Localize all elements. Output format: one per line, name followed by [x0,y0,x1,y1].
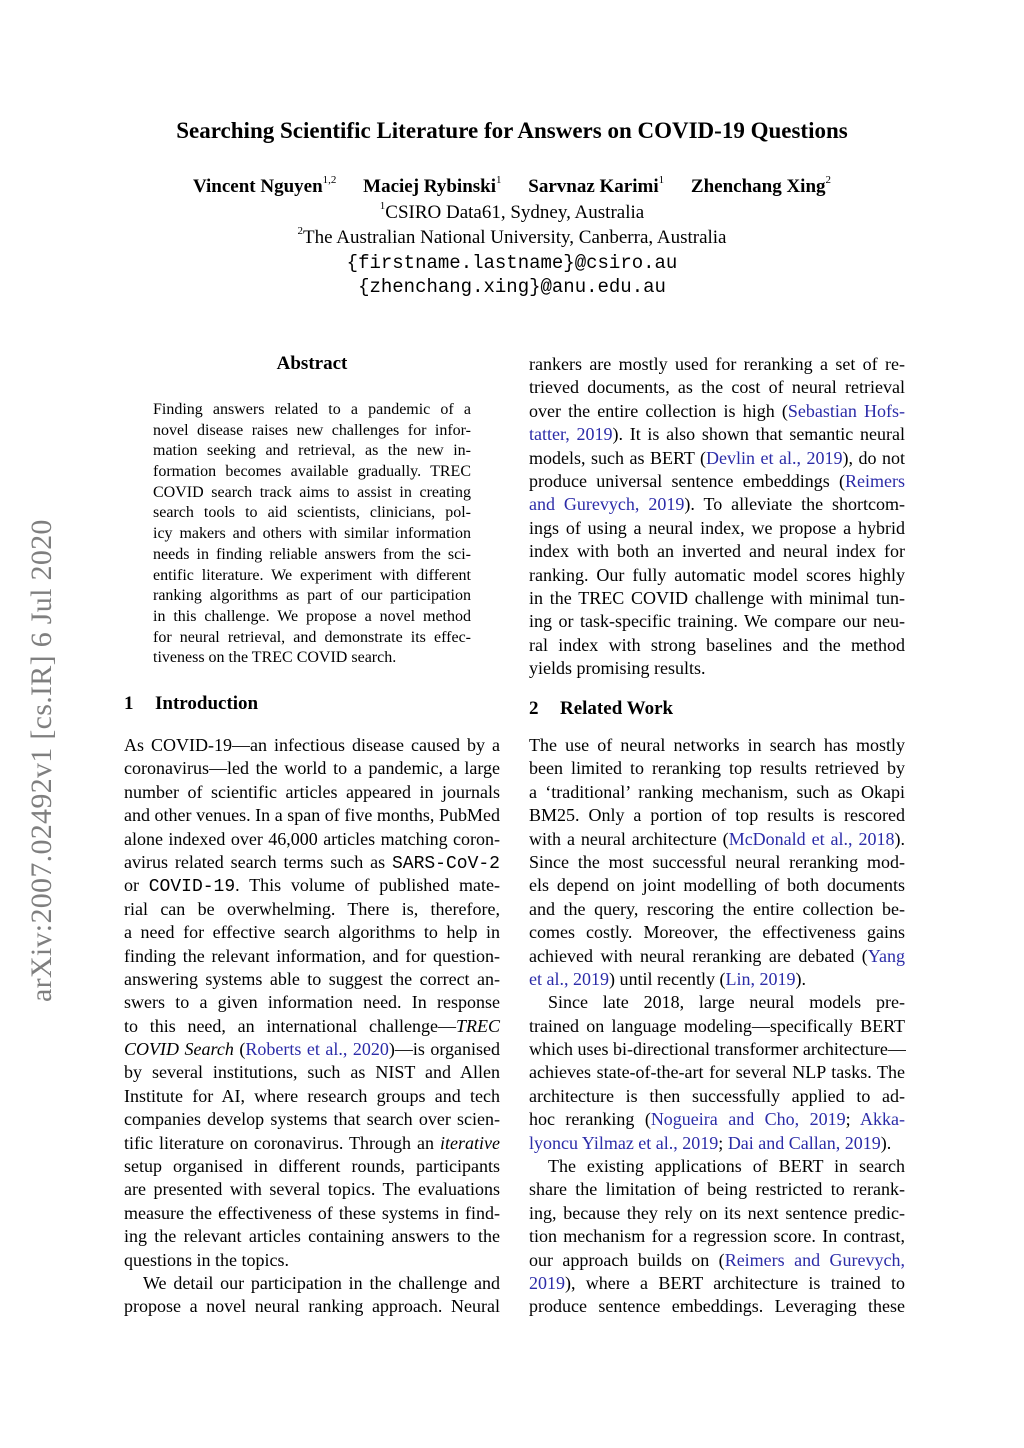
affiliation: $^1$CSIRO Data61, Sydney, Australia [379,200,645,223]
text-line: a need for effective search algorithms to help in [124,922,500,943]
citation-link[interactable]: lyoncu Yilmaz et al., 2019 [529,1132,719,1153]
text-line: ing the relevant articles containing answers to the [124,1226,500,1247]
text-line: index with both an inverted and neural index for [529,541,905,562]
text-line: in the TREC COVID challenge with minimal tun- [529,587,905,608]
text-line: The use of neural networks in search has mostly [529,735,905,755]
abstract-line: in this challenge. We propose a novel method [153,607,471,625]
text-line: produce universal sentence embeddings (Reimers [529,470,905,491]
text-line: been limited to reranking top results retrieved by [529,758,905,779]
text-line: lyoncu Yilmaz et al., 2019; Dai and Callan, 2019). [529,1132,892,1153]
text-line: and the query, rescoring the entire collection be- [529,898,905,919]
text-line: els depend on joint modelling of both documents [529,875,905,896]
abstract-line: search tools to aid scientists, clinicians, pol- [153,504,471,522]
text-line: and Gurevych, 2019). To alleviate the shortcom- [529,494,905,515]
text-line: ral index with strong baselines and the method [529,634,905,655]
citation-link[interactable]: tatter, 2019 [529,424,613,445]
author: Sarvnaz Karimi$^1$ [528,174,665,197]
text-line: ing or task-specific training. We compare our neu- [529,611,905,632]
email-address: {zhenchang.xing}@anu.edu.au [358,276,666,298]
text-line: trained on language modeling—specifically BERT [529,1015,905,1036]
text-line: by several institutions, such as NIST and Allen [124,1062,500,1083]
text-line: et al., 2019) until recently (Lin, 2019). [529,968,806,989]
text-line: As COVID-19—an infectious disease caused by a [124,735,500,755]
text-line: questions in the topics. [124,1249,289,1270]
text-line: Institute for AI, where research groups and tech [124,1085,500,1106]
author: Zhenchang Xing$^2$ [690,174,832,197]
inline-code: SARS-CoV-2 [391,853,500,874]
text-line: tatter, 2019). It is also shown that semantic neural [529,424,905,445]
text-line: Since late 2018, large neural models pre- [548,992,905,1013]
abstract-line: Finding answers related to a pandemic of a [153,401,471,418]
citation-link[interactable]: Dai and Callan, 2019 [727,1132,881,1153]
citation-link[interactable]: McDonald et al., 2018 [728,828,895,849]
related-work-body [529,734,905,1319]
introduction-continued [529,353,905,680]
text-line: ing, because they rely on its next sentence predic- [529,1202,905,1223]
text-line: a ‘traditional’ ranking mechanism, such as Okapi [529,781,905,802]
email-address: {firstname.lastname}@csiro.au [346,252,678,274]
abstract-line: COVID search track aims to assist in creating [153,483,471,501]
text-line: finding the relevant information, and for question- [124,945,500,966]
text-line: alone indexed over 46,000 articles matching coron- [124,828,500,849]
text-line: achieved with neural reranking are debated (Yang [529,945,905,966]
citation-link[interactable]: 2019 [529,1272,565,1293]
text-line: comes costly. Moreover, the effectiveness gains [529,922,905,943]
text-line: rankers are mostly used for reranking a set of re- [529,354,905,374]
section-heading-introduction: 1 Introduction [124,693,259,714]
text-line: our approach builds on (Reimers and Gurevych, [529,1249,905,1270]
text-line: or COVID-19. This volume of published mate- [124,875,501,898]
abstract-line: entific literature. We experiment with different [153,566,471,584]
text-line: hoc reranking (Nogueira and Cho, 2019; Akka- [529,1109,905,1130]
text-line: are presented with several topics. The evaluations [124,1179,500,1200]
text-line: and other venues. In a span of five months, PubMed [124,805,500,826]
text-line: answering systems able to suggest the correct an- [124,968,500,989]
text-line: models, such as BERT (Devlin et al., 2019), do not [529,447,905,468]
citation-link[interactable]: Reimers [845,470,905,491]
abstract-line: formation becomes available gradually. TREC [153,463,471,481]
text-line: share the limitation of being restricted to rerank- [529,1179,905,1200]
text-line: ings of using a neural index, we propose a hybrid [529,517,905,538]
inline-code: COVID-19 [148,877,236,898]
text-line: coronavirus—led the world to a pandemic, a large [124,758,500,779]
text-line: rial can be overwhelming. There is, therefore, [124,898,500,919]
citation-link[interactable]: et al., 2019 [529,968,609,989]
abstract-heading: Abstract [276,353,348,374]
text-line: yields promising results. [529,658,706,679]
text-line: setup organised in different rounds, participants [124,1156,500,1177]
text-line: over the entire collection is high (Sebastian Hofs- [529,400,905,421]
text-line: We detail our participation in the challenge and [143,1272,500,1293]
text-line: architecture is then successfully applied to ad- [529,1085,905,1106]
affiliation: $^2$The Australian National University, Canberra, Australia [297,225,727,248]
text-line: tific literature on coronavirus. Through an iterative [124,1132,501,1153]
text-line: ranking. Our fully automatic model scores highly [529,564,905,585]
paper-title: Searching Scientific Literature for Answers on COVID-19 Questions [176,118,848,143]
abstract-line: needs in finding reliable answers from the sci- [153,545,471,563]
introduction-body [124,734,500,1319]
citation-link[interactable]: Roberts et al., 2020 [245,1039,389,1060]
citation-link[interactable]: Lin, 2019 [725,968,796,989]
citation-link[interactable]: and Gurevych, 2019 [529,494,685,515]
abstract-line: mation seeking and retrieval, as the new in- [153,442,471,460]
text-line: measure the effectiveness of these systems in find- [124,1202,500,1223]
text-line: tion mechanism for a regression score. In contrast, [529,1226,905,1247]
abstract-line: for neural retrieval, and demonstrate its effec- [153,628,471,646]
text-line: to this need, an international challenge—TREC [124,1015,500,1036]
text-line: BM25. Only a portion of top results is rescored [529,805,905,826]
section-heading-related-work: 2 Related Work [529,698,674,719]
citation-link[interactable]: Akka- [860,1109,905,1130]
text-line: which uses bi-directional transformer architecture— [529,1039,906,1060]
citation-link[interactable]: Sebastian Hofs- [787,400,905,421]
abstract-line: ranking algorithms as part of our participation [153,587,471,605]
citation-link[interactable]: Reimers and Gurevych, [724,1249,905,1270]
text-line: COVID Search (Roberts et al., 2020)—is organised [124,1039,501,1060]
text-line: companies develop systems that search over scien- [124,1109,500,1130]
text-line: propose a novel neural ranking approach. Neural [124,1296,500,1317]
author-list [0,176,1024,198]
text-line: number of scientific articles appeared in journals [124,781,500,802]
author: Maciej Rybinski$^1$ [363,174,502,197]
abstract-body [153,400,471,669]
citation-link[interactable]: Nogueira and Cho, 2019 [650,1109,846,1130]
text-line: avirus related search terms such as SARS-CoV-2 [124,851,500,874]
abstract-line: novel disease raises new challenges for infor- [153,421,471,439]
text-line: trieved documents, as the cost of neural retrieval [529,377,905,398]
citation-link[interactable]: Devlin et al., 2019 [706,447,843,468]
text-line: achieves state-of-the-art for several NLP tasks. The [529,1062,905,1083]
arxiv-identifier: arXiv:2007.02492v1 [cs.IR] 6 Jul 2020 [25,519,58,1002]
abstract-line: tiveness on the TREC COVID search. [153,649,397,667]
text-line: The existing applications of BERT in search [548,1156,905,1177]
text-line: Since the most successful neural reranking mod- [529,851,905,872]
text-line: 2019), where a BERT architecture is trained to [529,1272,905,1293]
text-line: with a neural architecture (McDonald et al., 2018). [529,828,905,849]
abstract-line: icy makers and others with similar information [153,525,471,543]
text-line: swers to a given information need. In response [124,992,500,1013]
text-line: produce sentence embeddings. Leveraging these [529,1296,905,1317]
citation-link[interactable]: Yang [867,945,905,966]
author: Vincent Nguyen$^{1,2}$ [192,174,337,197]
